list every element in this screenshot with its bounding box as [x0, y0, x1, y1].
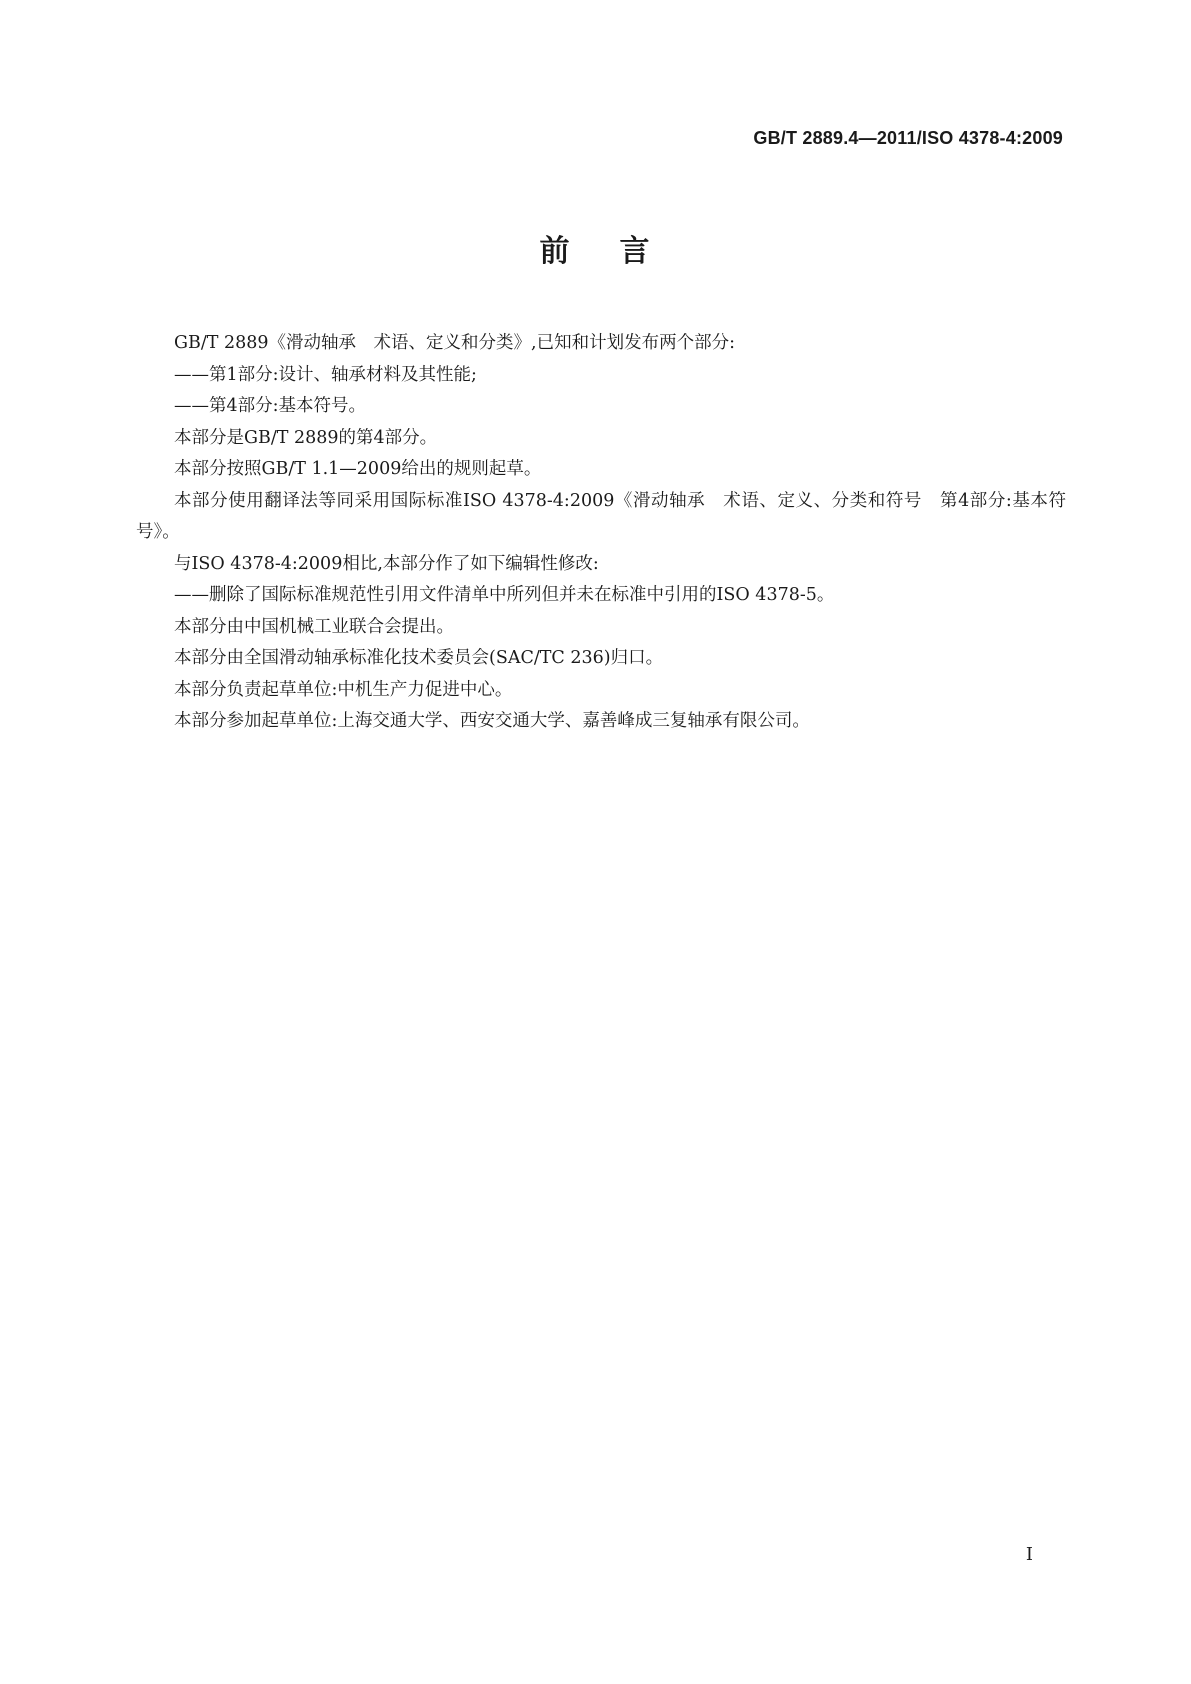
title-char-2: 言 — [619, 234, 652, 269]
paragraph-translation-method: 本部分使用翻译法等同采用国际标准ISO 4378-4:2009《滑动轴承 术语、定义、分类和符号 第4部分:基本符号》。 — [136, 490, 1066, 542]
paragraph-this-part: 本部分是GB/T 2889的第4部分。 — [174, 427, 438, 448]
title-char-1: 前 — [539, 234, 572, 269]
page-title — [0, 226, 1191, 270]
paragraph-part-4: ——第4部分:基本符号。 — [174, 396, 367, 416]
foreword-body — [136, 328, 1066, 738]
standard-number-header: GB/T 2889.4—2011/ISO 4378-4:2009 — [753, 128, 1063, 148]
paragraph-participating-drafters: 本部分参加起草单位:上海交通大学、西安交通大学、嘉善峰成三复轴承有限公司。 — [174, 711, 810, 731]
paragraph-change-item: ——删除了国际标准规范性引用文件清单中所列但并未在标准中引用的ISO 4378-5。 — [174, 585, 835, 605]
paragraph-responsible-drafter: 本部分负责起草单位:中机生产力促进中心。 — [174, 679, 513, 700]
paragraph-drafting-rules: 本部分按照GB/T 1.1—2009给出的规则起草。 — [174, 459, 542, 479]
paragraph-part-1: ——第1部分:设计、轴承材料及其性能; — [174, 364, 477, 385]
paragraph-changes-intro: 与ISO 4378-4:2009相比,本部分作了如下编辑性修改: — [174, 553, 599, 574]
paragraph-parts-intro: GB/T 2889《滑动轴承 术语、定义和分类》,已知和计划发布两个部分: — [174, 333, 735, 353]
paragraph-proposed-by: 本部分由中国机械工业联合会提出。 — [174, 616, 454, 637]
paragraph-centralized-by: 本部分由全国滑动轴承标准化技术委员会(SAC/TC 236)归口。 — [174, 648, 664, 668]
page-number: I — [1025, 1544, 1033, 1565]
